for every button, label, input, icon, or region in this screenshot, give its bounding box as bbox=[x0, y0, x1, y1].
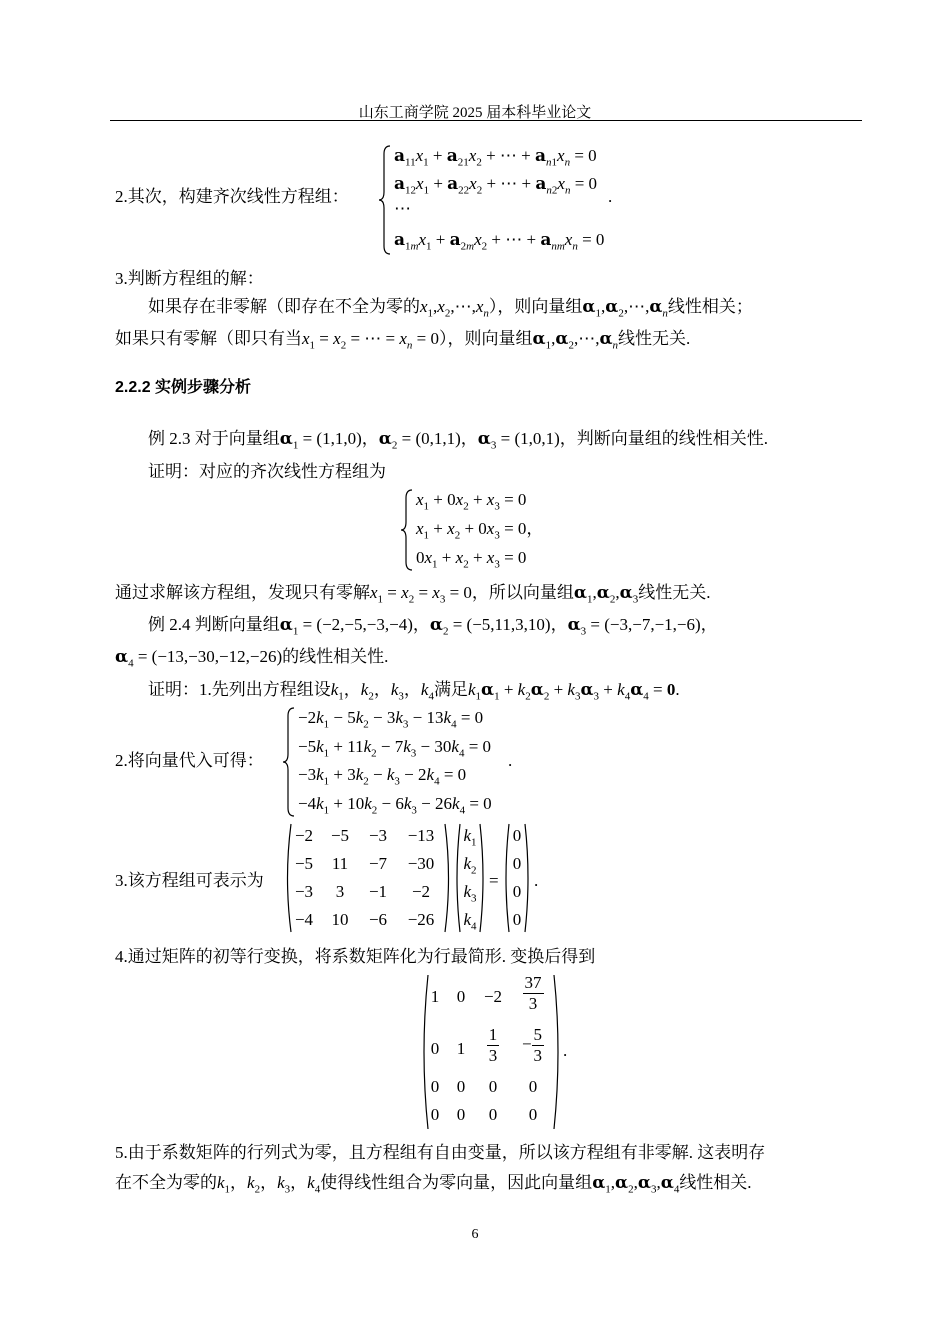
matrix-cell: 1 bbox=[430, 987, 440, 1006]
text: 线性相关； bbox=[667, 297, 753, 316]
matrix-cell: −1 bbox=[368, 882, 388, 901]
paragraph-nonzero-solution: 如果存在非零解（即存在不全为零的$x_1,x_2,\cdots,x_n$），则向量组$\alpha_1,\alpha_2,\cdots,\alpha_n$线性相关； bbox=[148, 297, 753, 320]
text: 证明：1.先列出方程组设 bbox=[148, 680, 331, 699]
matrix-cell: $k_3$ bbox=[463, 882, 477, 905]
matrix-cell: 0 bbox=[430, 1105, 440, 1124]
matrix-cell: 0 bbox=[512, 910, 522, 929]
equation-row: $0x_1 + x_2 + x_3 = 0$ bbox=[416, 548, 527, 571]
homogeneous-system-2-4 bbox=[282, 706, 522, 818]
matrix-cell: −7 bbox=[368, 854, 388, 873]
text: 例 2.3 对于向量组 bbox=[148, 429, 280, 448]
matrix-cell: $k_1$ bbox=[463, 826, 477, 849]
homogeneous-system-general bbox=[378, 142, 628, 257]
matrix-cell: $\frac{37}{3}$ bbox=[524, 973, 542, 1013]
matrix-cell: 0 bbox=[430, 1077, 440, 1096]
text: ），则向量组 bbox=[439, 329, 533, 348]
equals-sign: = bbox=[489, 871, 499, 890]
k-vector bbox=[453, 822, 487, 934]
matrix-cell: 0 bbox=[528, 1077, 538, 1096]
matrix-cell: 0 bbox=[456, 1077, 466, 1096]
matrix-cell: $\frac{1}{3}$ bbox=[488, 1025, 498, 1065]
matrix-cell: 0 bbox=[430, 1039, 440, 1058]
matrix-cell: −3 bbox=[368, 826, 388, 845]
text: 线性无关. bbox=[618, 329, 691, 348]
text: 在不全为零的 bbox=[115, 1173, 217, 1192]
matrix-cell: 0 bbox=[488, 1105, 498, 1124]
matrix-cell: $k_4$ bbox=[463, 910, 477, 933]
matrix-cell: $k_2$ bbox=[463, 854, 477, 877]
equation-row: $-3k_1 + 3k_2 - k_3 - 2k_4 = 0$ bbox=[298, 765, 467, 788]
equation-row: $-4k_1 + 10k_2 - 6k_3 - 26k_4 = 0$ bbox=[298, 794, 492, 817]
period: . bbox=[563, 1041, 568, 1060]
text: 线性无关. bbox=[638, 583, 711, 602]
equation-row: $a_{11}x_1 + a_{21}x_2$ + ⋯ + $a_{n1}x_n = 0$ bbox=[394, 146, 597, 169]
matrix-cell: −2 bbox=[483, 987, 503, 1006]
matrix-cell: −30 bbox=[407, 854, 435, 873]
example-2-4-cont: $\alpha_4 = (-13,-30,-12,-26)$的线性相关性. bbox=[115, 647, 389, 670]
text: 使得线性组合为零向量，因此向量组 bbox=[320, 1173, 593, 1192]
zero-vector bbox=[502, 822, 532, 934]
result-2-3: 通过求解该方程组，发现只有零解$x_1 = x_2 = x_3 = 0$，所以向量组$\alpha_1,\alpha_2,\alpha_3$线性无关. bbox=[115, 583, 711, 606]
text: 满足 bbox=[433, 680, 468, 699]
step5-line1: 5.由于系数矩阵的行列式为零，且方程组有自由变量，所以该方程组有非零解. 这表明存 bbox=[115, 1143, 766, 1162]
matrix-cell: 0 bbox=[456, 1105, 466, 1124]
period: . bbox=[508, 751, 513, 770]
matrix-cell: −26 bbox=[407, 910, 435, 929]
matrix-cell: −3 bbox=[294, 882, 314, 901]
header-rule bbox=[110, 120, 862, 121]
step5-line2: 在不全为零的$k_1$，$k_2$，$k_3$，$k_4$使得线性组合为零向量，因此向量组$\alpha_1,\alpha_2,\alpha_3,\alpha_4$线性相关. bbox=[115, 1173, 752, 1196]
period: . bbox=[608, 187, 613, 206]
text: 的线性相关性. bbox=[282, 647, 389, 666]
equation-row: $-5k_1 + 11k_2 - 7k_3 - 30k_4 = 0$ bbox=[298, 737, 492, 760]
matrix-cell: 10 bbox=[331, 910, 349, 929]
matrix-cell: 11 bbox=[331, 854, 349, 873]
matrix-cell: 3 bbox=[335, 882, 345, 901]
matrix-cell: −2 bbox=[411, 882, 431, 901]
text: 如果只有零解（即只有当 bbox=[115, 329, 302, 348]
matrix-cell: 0 bbox=[488, 1077, 498, 1096]
homogeneous-system-2-3 bbox=[400, 488, 570, 572]
equation-row: $a_{12}x_1 + a_{22}x_2$ + ⋯ + $a_{n2}x_n = 0$ bbox=[394, 174, 598, 197]
matrix-cell: 0 bbox=[512, 826, 522, 845]
page-number: 6 bbox=[471, 1227, 479, 1242]
page-header: 山东工商学院 2025 届本科毕业论文 bbox=[358, 105, 592, 121]
matrix-cell: 0 bbox=[528, 1105, 538, 1124]
step4-2-4: 4.通过矩阵的初等行变换，将系数矩阵化为行最简形. 变换后得到 bbox=[115, 947, 596, 966]
matrix-cell: −5 bbox=[294, 854, 314, 873]
coefficient-matrix bbox=[283, 822, 453, 934]
matrix-cell: 0 bbox=[512, 882, 522, 901]
step3-2-4: 3.该方程组可表示为 bbox=[115, 871, 264, 890]
step2-label: 2.其次，构建齐次线性方程组： bbox=[115, 187, 349, 206]
paragraph-zero-solution: 如果只有零解（即只有当$x_1 = x_2$ = ⋯ = $x_n = 0$），则向量组$\alpha_1,\alpha_2,\cdots,\alpha_n$线性无关. bbox=[115, 329, 691, 352]
example-2-4: 例 2.4 判断向量组$\alpha_1 = (-2,-5,-3,-4)$，$\alpha_2 = (-5,11,3,10)$，$\alpha_3 = (-3,-7,-1,-6)$， bbox=[148, 615, 718, 638]
left-brace bbox=[282, 706, 296, 818]
equation-row: ⋯ bbox=[394, 199, 411, 218]
text: 判断向量组的线性相关性. bbox=[576, 429, 769, 448]
matrix-cell: −2 bbox=[294, 826, 314, 845]
text: ），则向量组 bbox=[488, 297, 583, 316]
reduced-matrix bbox=[420, 973, 562, 1131]
equation-row: $a_{1m}x_1 + a_{2m}x_2$ + ⋯ + $a_{nm}x_n = 0$ bbox=[394, 230, 605, 253]
equation-row: $x_1 + 0x_2 + x_3 = 0$ bbox=[416, 490, 527, 513]
text: 通过求解该方程组，发现只有零解 bbox=[115, 583, 370, 602]
matrix-cell: −13 bbox=[407, 826, 435, 845]
matrix-cell: 0 bbox=[456, 987, 466, 1006]
step3-label: 3.判断方程组的解： bbox=[115, 269, 264, 288]
example-2-3: 例 2.3 对于向量组$\alpha_1 = (1,1,0)$，$\alpha_2 = (0,1,1)$，$\alpha_3 = (1,0,1)$，判断向量组的线性相关性. bbox=[148, 429, 769, 452]
section-heading: 2.2.2 实例步骤分析 bbox=[115, 379, 252, 396]
matrix-cell: 0 bbox=[512, 854, 522, 873]
equation-row: $-2k_1 - 5k_2 - 3k_3 - 13k_4 = 0$ bbox=[298, 708, 484, 731]
matrix-cell: −5 bbox=[330, 826, 350, 845]
matrix-cell: 1 bbox=[456, 1039, 466, 1058]
matrix-cell: −4 bbox=[294, 910, 314, 929]
left-brace bbox=[378, 144, 392, 256]
proof-2-4: 证明：1.先列出方程组设$k_1$，$k_2$，$k_3$，$k_4$满足$k_1\alpha_1 + k_2\alpha_2 + k_3\alpha_3 + k_4\alpha_4 = 0$. bbox=[148, 680, 680, 703]
matrix-cell: −6 bbox=[368, 910, 388, 929]
text: 如果存在非零解（即存在不全为零的 bbox=[148, 297, 420, 316]
proof-2-3: 证明：对应的齐次线性方程组为 bbox=[148, 462, 386, 481]
equation-row: $x_1 + x_2 + 0x_3 = 0$， bbox=[416, 519, 544, 542]
period: . bbox=[534, 871, 539, 890]
matrix-cell: − $\frac{5}{3}$ bbox=[521, 1025, 543, 1065]
text: 例 2.4 判断向量组 bbox=[148, 615, 280, 634]
left-brace bbox=[400, 488, 414, 572]
text: 线性相关. bbox=[679, 1173, 752, 1192]
text: ，所以向量组 bbox=[471, 583, 574, 602]
step2-2-4: 2.将向量代入可得： bbox=[115, 751, 264, 770]
